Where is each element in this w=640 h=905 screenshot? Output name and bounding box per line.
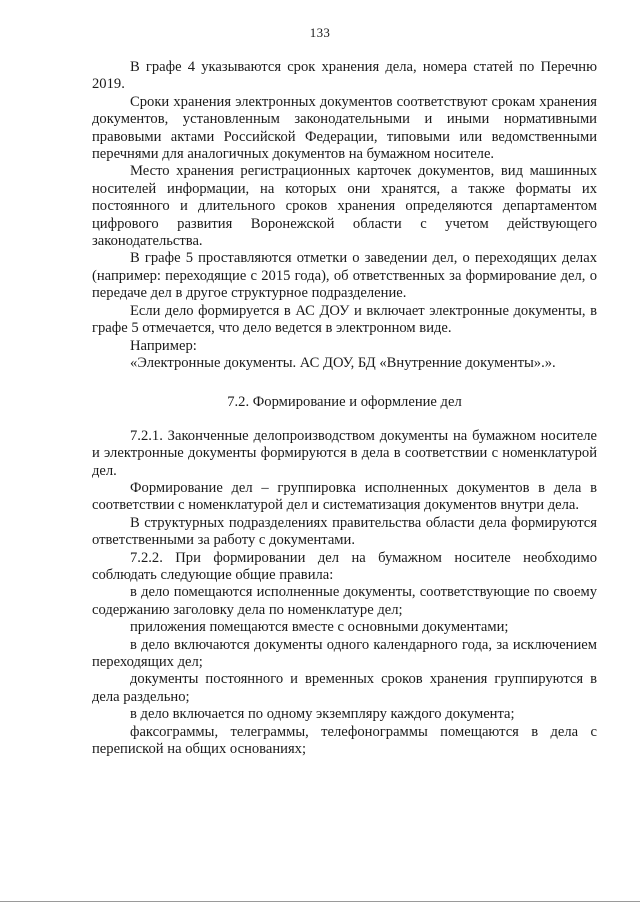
rule-storage-separation: документы постоянного и временных сроков хранения группируются в дела раздельно; xyxy=(92,671,597,705)
document-body xyxy=(92,59,597,758)
rule-executed-documents: в дело помещаются исполненные документы, соответствующие по своему содержанию заголовку дела по номенклатуре дел; xyxy=(92,584,597,618)
section-heading: 7.2. Формирование и оформление дел xyxy=(227,394,462,411)
rule-attachments: приложения помещаются вместе с основными документами; xyxy=(130,619,509,636)
example-text: «Электронные документы. АС ДОУ, БД «Внутренние документы».». xyxy=(130,354,556,371)
rule-faxes-telegrams: факсограммы, телеграммы, телефонограммы помещаются в дела с перепиской на общих основаниях; xyxy=(92,723,597,758)
rule-one-copy: в дело включается по одному экземпляру каждого документа; xyxy=(130,706,515,723)
paragraph-structural-units: В структурных подразделениях правительства области дела формируются ответственными за работу с документами. xyxy=(92,514,597,549)
paragraph-storage-terms: Сроки хранения электронных документов соответствуют срокам хранения документов, установленным законодательными и иными нормативными правовыми актами Российской Федерации, типовыми или ведомственными перечнями для аналогичных документов на бумажном носителе. xyxy=(92,93,597,163)
page-number: 133 xyxy=(309,25,331,40)
bottom-edge-line xyxy=(0,901,640,902)
paragraph-case-formation: Формирование дел – группировка исполненных документов в дела в соответствии с номенклатурой дел и систематизация документов внутри дела. xyxy=(92,479,597,514)
paragraph-column-4: В графе 4 указываются срок хранения дела, номера статей по Перечню 2019. xyxy=(92,59,597,93)
paragraph-electronic-case: Если дело формируется в АС ДОУ и включает электронные документы, в графе 5 отмечается, что дело ведется в электронном виде. xyxy=(92,302,597,337)
rule-one-calendar-year: в дело включаются документы одного календарного года, за исключением переходящих дел; xyxy=(92,636,597,670)
paragraph-storage-place: Место хранения регистрационных карточек документов, вид машинных носителей информации, на которых они хранятся, а также форматы их постоянного и длительного сроков хранения определяются департаментом цифрового развития Воронежской области с учетом действующего законодательства. xyxy=(92,163,597,250)
paragraph-7-2-1: 7.2.1. Законченные делопроизводством документы на бумажном носителе и электронные документы формируются в дела в соответствии с номенклатурой дел. xyxy=(92,427,597,479)
example-label: Например: xyxy=(130,337,197,354)
paragraph-7-2-2: 7.2.2. При формировании дел на бумажном носителе необходимо соблюдать следующие общие правила: xyxy=(92,549,597,583)
paragraph-column-5: В графе 5 проставляются отметки о заведении дел, о переходящих делах (например: переходящие с 2015 года), об ответственных за формирование дел, о передаче дел в другое структурное подразделение. xyxy=(92,250,597,302)
